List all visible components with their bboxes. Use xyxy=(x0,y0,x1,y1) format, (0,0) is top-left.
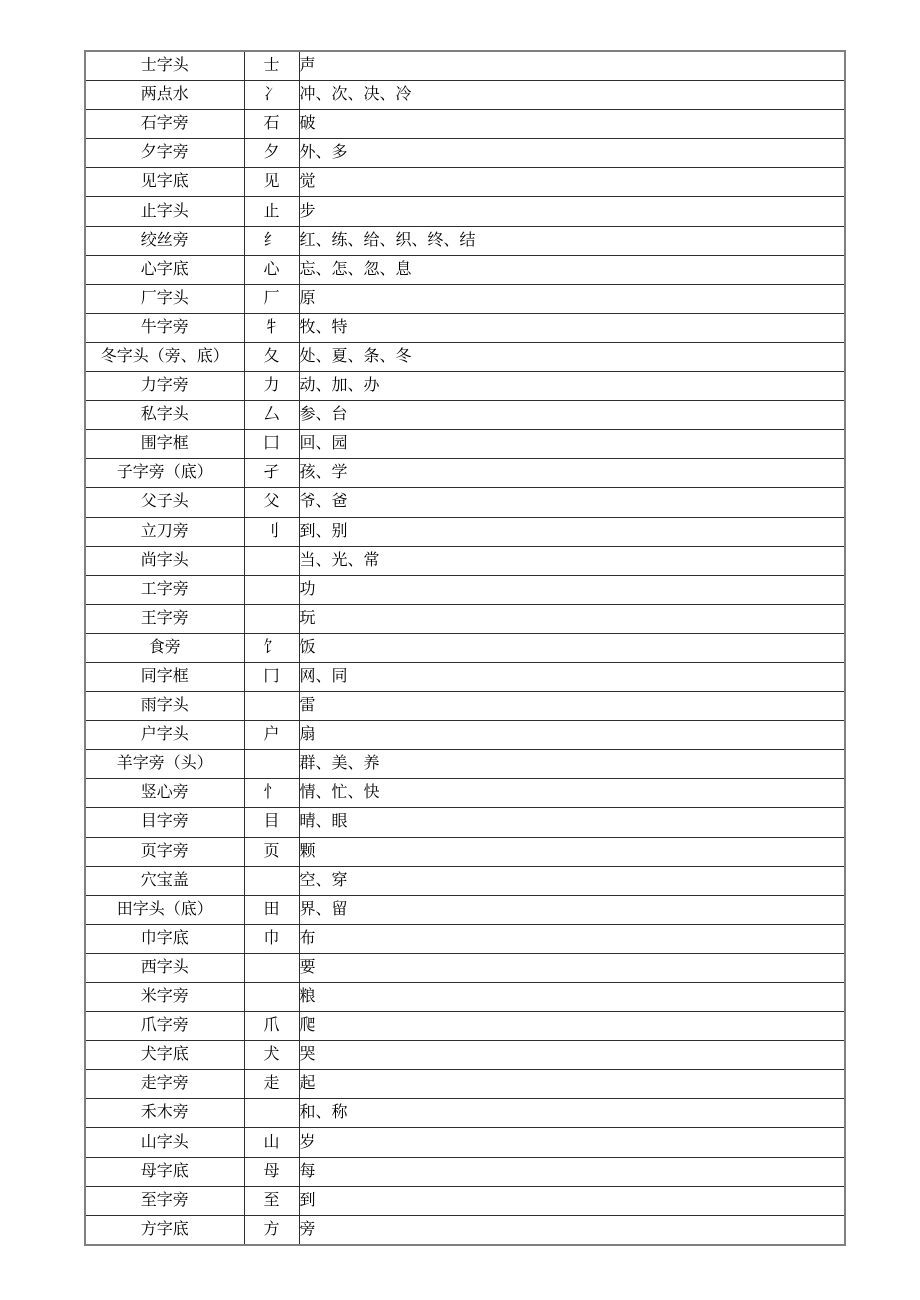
radical-name-cell: 食旁 xyxy=(85,633,244,662)
example-chars-cell: 动、加、办 xyxy=(299,372,845,401)
radical-name-cell: 雨字头 xyxy=(85,692,244,721)
radical-name-cell: 心字底 xyxy=(85,255,244,284)
table-row xyxy=(85,110,845,139)
radical-char-cell: 母 xyxy=(244,1157,299,1186)
example-chars-cell: 界、留 xyxy=(299,895,845,924)
radical-char-cell: 止 xyxy=(244,197,299,226)
example-chars-cell: 每 xyxy=(299,1157,845,1186)
table-row xyxy=(85,168,845,197)
table-row xyxy=(85,633,845,662)
table-row xyxy=(85,459,845,488)
table-row xyxy=(85,866,845,895)
example-chars-cell: 到 xyxy=(299,1186,845,1215)
radical-name-cell: 牛字旁 xyxy=(85,313,244,342)
table-row xyxy=(85,517,845,546)
radical-name-cell: 冬字头（旁、底） xyxy=(85,342,244,371)
radical-name-cell: 厂字头 xyxy=(85,284,244,313)
example-chars-cell: 粮 xyxy=(299,983,845,1012)
radical-char-cell: 夕 xyxy=(244,139,299,168)
radical-name-cell: 尚字头 xyxy=(85,546,244,575)
example-chars-cell: 参、台 xyxy=(299,401,845,430)
radical-char-cell: 父 xyxy=(244,488,299,517)
table-row xyxy=(85,313,845,342)
radical-name-cell: 爪字旁 xyxy=(85,1012,244,1041)
table-row xyxy=(85,488,845,517)
example-chars-cell: 步 xyxy=(299,197,845,226)
radical-char-cell: 巾 xyxy=(244,924,299,953)
table-row xyxy=(85,895,845,924)
table-row xyxy=(85,1215,845,1245)
radical-name-cell: 页字旁 xyxy=(85,837,244,866)
radical-char-cell: 户 xyxy=(244,721,299,750)
table-row xyxy=(85,1099,845,1128)
example-chars-cell: 起 xyxy=(299,1070,845,1099)
example-chars-cell: 红、练、给、织、终、结 xyxy=(299,226,845,255)
example-chars-cell: 哭 xyxy=(299,1041,845,1070)
radical-char-cell: 石 xyxy=(244,110,299,139)
radical-name-cell: 两点水 xyxy=(85,81,244,110)
radical-name-cell: 士字头 xyxy=(85,51,244,81)
radical-name-cell: 户字头 xyxy=(85,721,244,750)
radical-char-cell: 厂 xyxy=(244,284,299,313)
radical-char-cell: 纟 xyxy=(244,226,299,255)
radical-char-cell: 页 xyxy=(244,837,299,866)
table-row xyxy=(85,255,845,284)
example-chars-cell: 爬 xyxy=(299,1012,845,1041)
example-chars-cell: 布 xyxy=(299,924,845,953)
radical-char-cell: 爪 xyxy=(244,1012,299,1041)
radical-char-cell xyxy=(244,866,299,895)
radical-char-cell xyxy=(244,546,299,575)
example-chars-cell: 觉 xyxy=(299,168,845,197)
table-row xyxy=(85,51,845,81)
radical-char-cell: 见 xyxy=(244,168,299,197)
radical-char-cell: 力 xyxy=(244,372,299,401)
radical-name-cell: 母字底 xyxy=(85,1157,244,1186)
radical-char-cell: 心 xyxy=(244,255,299,284)
radical-char-cell: 士 xyxy=(244,51,299,81)
radical-table-body xyxy=(85,51,845,1245)
radical-char-cell: 厶 xyxy=(244,401,299,430)
table-row xyxy=(85,226,845,255)
radical-char-cell: 走 xyxy=(244,1070,299,1099)
table-row xyxy=(85,372,845,401)
example-chars-cell: 空、穿 xyxy=(299,866,845,895)
table-row xyxy=(85,546,845,575)
radical-name-cell: 西字头 xyxy=(85,953,244,982)
table-row xyxy=(85,1070,845,1099)
radical-char-cell: 方 xyxy=(244,1215,299,1245)
table-row xyxy=(85,81,845,110)
example-chars-cell: 旁 xyxy=(299,1215,845,1245)
table-row xyxy=(85,662,845,691)
radical-char-cell: 牜 xyxy=(244,313,299,342)
radical-name-cell: 同字框 xyxy=(85,662,244,691)
example-chars-cell: 破 xyxy=(299,110,845,139)
radical-name-cell: 王字旁 xyxy=(85,604,244,633)
radical-name-cell: 立刀旁 xyxy=(85,517,244,546)
radical-char-cell xyxy=(244,604,299,633)
table-row xyxy=(85,721,845,750)
table-row xyxy=(85,342,845,371)
radical-name-cell: 田字头（底） xyxy=(85,895,244,924)
radical-name-cell: 至字旁 xyxy=(85,1186,244,1215)
example-chars-cell: 处、夏、条、冬 xyxy=(299,342,845,371)
radical-name-cell: 石字旁 xyxy=(85,110,244,139)
radical-name-cell: 止字头 xyxy=(85,197,244,226)
radical-name-cell: 夕字旁 xyxy=(85,139,244,168)
radical-char-cell: 目 xyxy=(244,808,299,837)
table-row xyxy=(85,779,845,808)
radical-char-cell: 饣 xyxy=(244,633,299,662)
table-row xyxy=(85,1186,845,1215)
radical-char-cell: 冫 xyxy=(244,81,299,110)
example-chars-cell: 网、同 xyxy=(299,662,845,691)
example-chars-cell: 玩 xyxy=(299,604,845,633)
radical-name-cell: 走字旁 xyxy=(85,1070,244,1099)
radical-char-cell: 至 xyxy=(244,1186,299,1215)
table-row xyxy=(85,924,845,953)
radical-char-cell: 刂 xyxy=(244,517,299,546)
radical-name-cell: 目字旁 xyxy=(85,808,244,837)
radical-char-cell: 犬 xyxy=(244,1041,299,1070)
radical-char-cell: 夂 xyxy=(244,342,299,371)
table-row xyxy=(85,1012,845,1041)
table-row xyxy=(85,983,845,1012)
radical-name-cell: 巾字底 xyxy=(85,924,244,953)
example-chars-cell: 外、多 xyxy=(299,139,845,168)
example-chars-cell: 情、忙、快 xyxy=(299,779,845,808)
radical-name-cell: 绞丝旁 xyxy=(85,226,244,255)
example-chars-cell: 饭 xyxy=(299,633,845,662)
example-chars-cell: 雷 xyxy=(299,692,845,721)
radical-char-cell: 囗 xyxy=(244,430,299,459)
example-chars-cell: 颗 xyxy=(299,837,845,866)
radical-name-cell: 方字底 xyxy=(85,1215,244,1245)
example-chars-cell: 要 xyxy=(299,953,845,982)
table-row xyxy=(85,692,845,721)
example-chars-cell: 原 xyxy=(299,284,845,313)
example-chars-cell: 群、美、养 xyxy=(299,750,845,779)
radical-name-cell: 米字旁 xyxy=(85,983,244,1012)
radical-name-cell: 羊字旁（头） xyxy=(85,750,244,779)
example-chars-cell: 岁 xyxy=(299,1128,845,1157)
example-chars-cell: 晴、眼 xyxy=(299,808,845,837)
radical-char-cell: 田 xyxy=(244,895,299,924)
table-row xyxy=(85,430,845,459)
radical-char-cell: 孑 xyxy=(244,459,299,488)
table-row xyxy=(85,197,845,226)
table-row xyxy=(85,401,845,430)
radical-char-cell xyxy=(244,750,299,779)
radical-name-cell: 私字头 xyxy=(85,401,244,430)
table-row xyxy=(85,1041,845,1070)
radical-char-cell: 忄 xyxy=(244,779,299,808)
example-chars-cell: 扇 xyxy=(299,721,845,750)
radical-table xyxy=(84,50,846,1246)
radical-name-cell: 穴宝盖 xyxy=(85,866,244,895)
table-row xyxy=(85,953,845,982)
table-row xyxy=(85,808,845,837)
example-chars-cell: 爷、爸 xyxy=(299,488,845,517)
radical-char-cell xyxy=(244,953,299,982)
table-row xyxy=(85,837,845,866)
table-row xyxy=(85,750,845,779)
example-chars-cell: 孩、学 xyxy=(299,459,845,488)
radical-name-cell: 禾木旁 xyxy=(85,1099,244,1128)
radical-name-cell: 父子头 xyxy=(85,488,244,517)
table-row xyxy=(85,284,845,313)
radical-name-cell: 围字框 xyxy=(85,430,244,459)
example-chars-cell: 回、园 xyxy=(299,430,845,459)
radical-name-cell: 子字旁（底） xyxy=(85,459,244,488)
radical-name-cell: 见字底 xyxy=(85,168,244,197)
radical-name-cell: 竖心旁 xyxy=(85,779,244,808)
table-row xyxy=(85,604,845,633)
radical-name-cell: 犬字底 xyxy=(85,1041,244,1070)
table-row xyxy=(85,575,845,604)
radical-char-cell xyxy=(244,1099,299,1128)
table-row xyxy=(85,1157,845,1186)
radical-name-cell: 工字旁 xyxy=(85,575,244,604)
example-chars-cell: 冲、次、决、冷 xyxy=(299,81,845,110)
radical-char-cell xyxy=(244,692,299,721)
radical-char-cell: 山 xyxy=(244,1128,299,1157)
example-chars-cell: 当、光、常 xyxy=(299,546,845,575)
radical-name-cell: 力字旁 xyxy=(85,372,244,401)
radical-char-cell xyxy=(244,983,299,1012)
radical-char-cell xyxy=(244,575,299,604)
example-chars-cell: 声 xyxy=(299,51,845,81)
example-chars-cell: 忘、怎、忽、息 xyxy=(299,255,845,284)
example-chars-cell: 牧、特 xyxy=(299,313,845,342)
example-chars-cell: 到、别 xyxy=(299,517,845,546)
radical-char-cell: 冂 xyxy=(244,662,299,691)
table-row xyxy=(85,139,845,168)
radical-name-cell: 山字头 xyxy=(85,1128,244,1157)
example-chars-cell: 功 xyxy=(299,575,845,604)
table-row xyxy=(85,1128,845,1157)
example-chars-cell: 和、称 xyxy=(299,1099,845,1128)
